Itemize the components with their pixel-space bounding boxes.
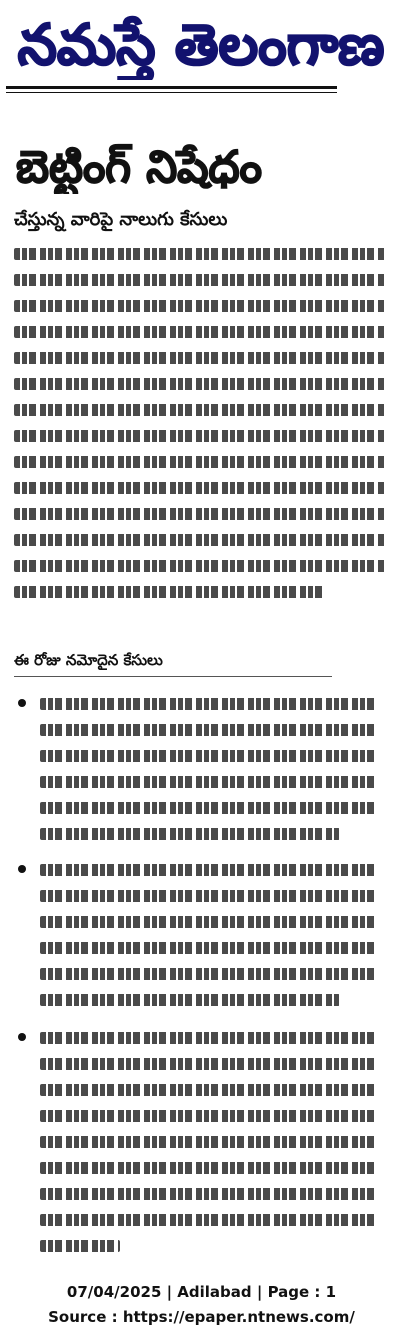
text-line-content xyxy=(40,1076,41,1077)
text-line-content xyxy=(40,768,41,769)
text-line xyxy=(14,344,389,370)
page-footer xyxy=(0,1280,403,1330)
text-line xyxy=(14,396,389,422)
text-line-content xyxy=(40,690,41,691)
text-line xyxy=(14,318,389,344)
text-line-ink xyxy=(14,560,386,572)
text-line-content xyxy=(40,856,41,857)
text-line-content xyxy=(40,1206,41,1207)
case-item xyxy=(40,1024,385,1258)
text-line xyxy=(14,448,389,474)
text-line-ink xyxy=(40,942,378,954)
text-line xyxy=(40,1050,385,1076)
section-divider xyxy=(14,676,332,677)
text-line-content xyxy=(14,266,15,267)
text-line xyxy=(40,986,385,1012)
text-line-ink xyxy=(40,1214,378,1226)
text-line xyxy=(40,716,385,742)
subheadline xyxy=(14,204,314,232)
case-bullet xyxy=(18,1033,26,1041)
text-line-content xyxy=(40,1180,41,1181)
text-line xyxy=(14,422,389,448)
text-line xyxy=(14,370,389,396)
text-line xyxy=(40,1206,385,1232)
text-line xyxy=(40,690,385,716)
text-line xyxy=(40,1076,385,1102)
text-line-ink xyxy=(40,698,378,710)
text-line-ink xyxy=(40,1032,378,1044)
text-line-content xyxy=(40,1050,41,1051)
text-line-ink xyxy=(14,274,386,286)
text-line xyxy=(14,552,389,578)
text-line-content xyxy=(40,960,41,961)
case-bullet xyxy=(18,865,26,873)
text-line-ink xyxy=(40,864,378,876)
text-line-content xyxy=(14,318,15,319)
text-line-content xyxy=(14,526,15,527)
text-line-content xyxy=(40,882,41,883)
subheadline-text: చేస్తున్న వారిపై నాలుగు కేసులు xyxy=(14,209,228,230)
text-line-ink xyxy=(40,1188,378,1200)
text-line xyxy=(14,474,389,500)
masthead-rule xyxy=(6,86,337,89)
text-line-ink xyxy=(40,1058,378,1070)
text-line-ink xyxy=(40,802,378,814)
text-line xyxy=(14,500,389,526)
text-line-ink xyxy=(14,508,386,520)
text-line xyxy=(40,934,385,960)
text-line xyxy=(40,742,385,768)
headline xyxy=(16,132,316,194)
text-line xyxy=(40,794,385,820)
text-line-content xyxy=(14,344,15,345)
text-line xyxy=(40,1024,385,1050)
masthead-rule-thin xyxy=(6,92,337,93)
masthead xyxy=(8,4,395,80)
text-line-ink xyxy=(40,1084,378,1096)
text-line xyxy=(40,1180,385,1206)
text-line-content xyxy=(40,1128,41,1129)
article-paragraph xyxy=(14,240,389,604)
text-line xyxy=(40,882,385,908)
text-line-ink xyxy=(14,326,386,338)
text-line-content xyxy=(40,1102,41,1103)
text-line-ink xyxy=(40,1136,378,1148)
text-line-ink xyxy=(40,1162,378,1174)
text-line-content xyxy=(40,934,41,935)
text-line-ink xyxy=(14,586,324,598)
text-line-content xyxy=(40,986,41,987)
text-line-ink xyxy=(40,1110,378,1122)
text-line-ink xyxy=(14,300,386,312)
source-line: Source : https://epaper.ntnews.com/ xyxy=(48,1308,355,1326)
text-line-content xyxy=(40,1154,41,1155)
text-line-ink xyxy=(14,430,386,442)
case-item xyxy=(40,856,385,1012)
text-line xyxy=(40,856,385,882)
text-line xyxy=(40,908,385,934)
text-line xyxy=(40,1154,385,1180)
text-line-ink xyxy=(40,776,378,788)
text-line-ink xyxy=(14,248,386,260)
text-line-ink xyxy=(14,352,386,364)
text-line xyxy=(14,240,389,266)
text-line-content xyxy=(40,1232,41,1233)
masthead-title: నమస్తే తెలంగాణ xyxy=(17,13,385,78)
text-line xyxy=(14,266,389,292)
text-line xyxy=(40,1232,385,1258)
text-line-content xyxy=(40,742,41,743)
text-line-ink xyxy=(40,724,378,736)
edition-line: 07/04/2025 | Adilabad | Page : 1 xyxy=(66,1283,337,1301)
text-line xyxy=(40,1128,385,1154)
text-line-ink xyxy=(14,534,386,546)
text-line-ink xyxy=(40,890,378,902)
headline-text: బెట్టింగ్ నిషేధం xyxy=(16,142,262,193)
masthead-logo xyxy=(8,4,395,80)
text-line-content xyxy=(14,552,15,553)
text-line xyxy=(14,526,389,552)
text-line-content xyxy=(14,578,15,579)
case-bullet xyxy=(18,699,26,707)
text-line-ink xyxy=(40,916,378,928)
text-line-ink xyxy=(14,482,386,494)
text-line-content xyxy=(14,422,15,423)
text-line-ink xyxy=(40,968,378,980)
text-line-content xyxy=(40,716,41,717)
text-line xyxy=(40,820,385,846)
text-line-ink xyxy=(40,1240,120,1252)
text-line-ink xyxy=(14,456,386,468)
text-line-content xyxy=(40,1024,41,1025)
text-line-ink xyxy=(14,378,386,390)
text-line xyxy=(14,292,389,318)
section-heading-text: ఈ రోజు నమోదైన కేసులు xyxy=(14,651,163,669)
text-line-content xyxy=(40,908,41,909)
text-line-content xyxy=(40,794,41,795)
text-line xyxy=(40,960,385,986)
section-heading xyxy=(14,648,234,670)
text-line-content xyxy=(40,820,41,821)
text-line-ink xyxy=(40,994,340,1006)
text-line-content xyxy=(14,474,15,475)
text-line-content xyxy=(14,500,15,501)
text-line-content xyxy=(14,292,15,293)
text-line-ink xyxy=(14,404,386,416)
text-line-ink xyxy=(40,750,378,762)
text-line-content xyxy=(14,396,15,397)
text-line-content xyxy=(14,240,15,241)
text-line-content xyxy=(14,448,15,449)
text-line xyxy=(40,1102,385,1128)
text-line xyxy=(14,578,389,604)
case-item xyxy=(40,690,385,846)
text-line xyxy=(40,768,385,794)
text-line-content xyxy=(14,370,15,371)
text-line-ink xyxy=(40,828,340,840)
